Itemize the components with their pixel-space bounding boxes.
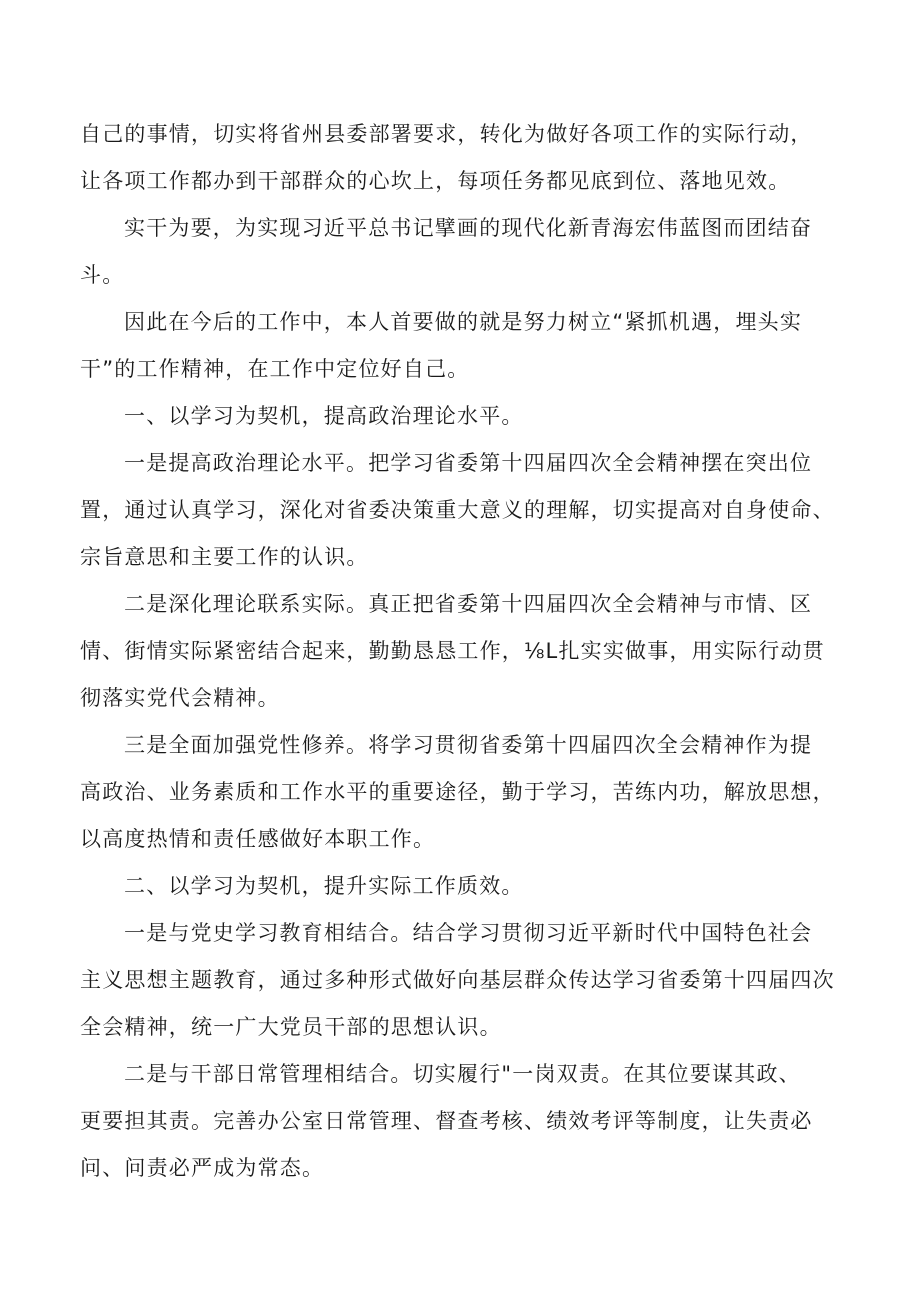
text-line: 让各项工作都办到干部群众的心坎上，每项任务都见底到位、落地见效。 — [80, 169, 791, 193]
text-line: 彻落实党代会精神。 — [80, 686, 280, 710]
text-line: 斗。 — [80, 263, 125, 287]
text-line: 一是提高政治理论水平。把学习省委第十四届四次全会精神摆在突出位 — [124, 451, 813, 475]
text-line: 以高度热情和责任感做好本职工作。 — [80, 827, 436, 851]
text-line: 实干为要，为实现习近平总书记擘画的现代化新青海宏伟蓝图而团结奋 — [124, 216, 813, 240]
text-line: 干”的工作精神，在工作中定位好自己。 — [80, 357, 470, 381]
text-line: 自己的事情，切实将省州县委部署要求，转化为做好各项工作的实际行动， — [80, 122, 813, 146]
text-line: 全会精神，统一广大党员干部的思想认识。 — [80, 1015, 502, 1039]
text-line: 三是全面加强党性修养。将学习贯彻省委第十四届四次全会精神作为提 — [124, 733, 813, 757]
text-line: 因此在今后的工作中，本人首要做的就是努力树立“紧抓机遇，埋头实 — [124, 310, 803, 334]
text-line: 高政治、业务素质和工作水平的重要途径，勤于学习，苦练内功，解放思想， — [80, 780, 835, 804]
text-line: 问、问责必严成为常态。 — [80, 1156, 325, 1180]
section-heading: 一、以学习为契机，提高政治理论水平。 — [124, 404, 524, 428]
text-line: 一是与党史学习教育相结合。结合学习贯彻习近平新时代中国特色社会 — [124, 921, 813, 945]
text-line: 置，通过认真学习，深化对省委决策重大意义的理解，切实提高对自身使命、 — [80, 498, 835, 522]
text-line: 二是深化理论联系实际。真正把省委第十四届四次全会精神与市情、区 — [124, 592, 813, 616]
text-line: 情、街情实际紧密结合起来，勤勤恳恳工作，⅛L扎实实做事，用实际行动贯 — [80, 639, 825, 663]
text-line: 二是与干部日常管理相结合。切实履行"一岗双责。在其位要谋其政、 — [124, 1062, 801, 1086]
section-heading: 二、以学习为契机，提升实际工作质效。 — [124, 874, 524, 898]
text-line: 更要担其责。完善办公室日常管理、督查考核、绩效考评等制度，让失责必 — [80, 1109, 813, 1133]
text-line: 主义思想主题教育，通过多种形式做好向基层群众传达学习省委第十四届四次 — [80, 968, 835, 992]
text-line: 宗旨意思和主要工作的认识。 — [80, 545, 369, 569]
